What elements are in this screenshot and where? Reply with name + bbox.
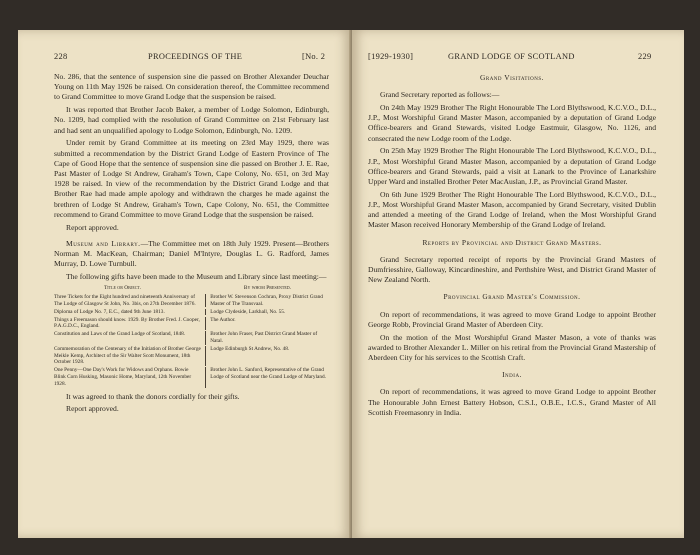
- paragraph: No. 286, that the sentence of suspension sine die passed on Brother Alexander Deuchar Young on 11th May 1926 be raised. On consideration thereof, the Committee recommend to Grand Committee to move Grand Lodge that the suspension be raised.: [54, 72, 329, 102]
- page-number-right: 229: [638, 52, 652, 61]
- gift-row: [54, 367, 329, 387]
- heading-india: India.: [502, 370, 522, 380]
- heading-reports: Reports by Provincial and District Grand Masters.: [422, 237, 602, 247]
- right-page: [352, 30, 684, 538]
- thanks-text: It was agreed to thank the donors cordially for their gifts.: [66, 391, 240, 401]
- visitation-paragraph: On 25th May 1929 Brother The Right Honourable The Lord Blythswood, K.C.V.O., D.L., J.P., Most Worshipful Grand Master Mason, accompanied by a deputation of Grand Lodge Office-bearers and Grand Stewards, paid a visit at Lanark to the Province of Lanarkshire Upper Ward and installed Brother Peter MacAuslan, J.P., as Provincial Grand Master.: [368, 146, 656, 187]
- gifts-intro: The following gifts have been made to the Museum and Library since last meeting:—: [66, 272, 327, 282]
- gift-donor: Lodge Edinburgh St Andrew, No. 48.: [205, 346, 329, 366]
- gift-donor: Brother W. Stevenson Cochran, Proxy District Grand Master of The Transvaal.: [205, 294, 329, 307]
- gift-object: Three Tickets for the Eight hundred and nineteenth Anniversary of The Lodge of Glasgow St John, No. 3bis, on 27th December 1876.: [54, 293, 196, 307]
- gift-object: One Penny—One Day's Work for Widows and Orphans. Bowie Blink Corn Husking, Masonic Home, Maryland, 12th November 1928.: [54, 367, 192, 387]
- gifts-header-by: By whom Presented.: [243, 285, 291, 292]
- gift-object: Things a Freemason should know. 1929. By Brother Fred. J. Cooper, P.A.G.D.C., England.: [54, 316, 200, 330]
- running-title-left: PROCEEDINGS OF THE: [148, 52, 243, 61]
- heading-grand-visitations: Grand Visitations.: [480, 73, 544, 82]
- page-number-left: 228: [54, 52, 68, 61]
- bracket-number: [No. 2: [302, 52, 326, 61]
- heading-commission: Provincial Grand Master's Commission.: [443, 292, 581, 302]
- left-page: [18, 30, 351, 538]
- gift-row: [54, 317, 329, 330]
- gift-object: Constitution and Laws of the Grand Lodge of Scotland, 1848.: [54, 331, 186, 338]
- date-range: [1929-1930]: [368, 52, 414, 61]
- gift-donor: The Author.: [205, 317, 329, 330]
- commission-paragraph: On report of recommendations, it was agreed to move Grand Lodge to appoint Brother George Robb, Provincial Grand Master of Aberdeen City.: [368, 309, 656, 329]
- museum-heading: Museum and Library.: [66, 238, 141, 248]
- gift-row: [54, 309, 329, 316]
- report-approved: Report approved.: [66, 222, 119, 232]
- right-column: [368, 72, 656, 421]
- museum-paragraph: [54, 239, 329, 270]
- gifts-header: [54, 285, 329, 292]
- gift-object: Commemoration of the Centenary of the Initiation of Brother George Meikle Kemp, Architect of the Sir Walter Scott Monument, 18th October 1928.: [54, 346, 201, 366]
- gift-donor: Lodge Clydeside, Larkhall, No. 55.: [205, 309, 329, 316]
- gifts-header-object: Title or Object.: [104, 285, 142, 292]
- paragraph: It was reported that Brother Jacob Baker, a member of Lodge Solomon, Edinburgh, No. 1209, had complied with the resolution of Grand Committee on 21st February last and had sent an unqualified apology to Lodge Solomon, Edinburgh, No. 1209.: [54, 105, 329, 135]
- gifts-table: [54, 285, 329, 387]
- museum-text: —The Committee met on 18th July 1929. Present—Brothers Norman M. MacKean, Chairman; Daniel M'Intyre, Douglas L. G. Radford, James Murray, D. Lowe Turnbull.: [54, 238, 329, 269]
- visitation-paragraph: On 24th May 1929 Brother The Right Honourable The Lord Blythswood, K.C.V.O., D.L., J.P., Most Worshipful Grand Master Mason, accompanied by a deputation of Grand Lodge Office-bearers and Grand Stewards, visited Lodge Eastmuir, Glasgow, No. 1126, and consecrated the new Lodge room of the Lodge.: [368, 103, 656, 143]
- gift-row: [54, 294, 329, 307]
- india-paragraph: On report of recommendations, it was agreed to move Grand Lodge to appoint Brother The Honourable John Ernest Battery Hobson, C.S.I., O.B.E., I.C.S., Grand Master of All Scottish Freemasonry in India.: [368, 387, 656, 417]
- report-approved: Report approved.: [66, 404, 119, 414]
- visitations-intro: Grand Secretary reported as follows:—: [380, 90, 500, 100]
- gift-donor: Brother John Fraser, Past District Grand Master of Natal.: [205, 331, 329, 344]
- commission-paragraph: On the motion of the Most Worshipful Grand Master Mason, a vote of thanks was awarded to Brother Alexander L. Miller on his retiral from the Provincial Grand Mastership of Aberdeen City for his services to the Scottish Craft.: [368, 332, 656, 363]
- reports-paragraph: Grand Secretary reported receipt of reports by the Provincial Grand Masters of Dumfriesshire, Galloway, Kincardineshire, and Perthshire West, and District Grand Master of New Zealand North.: [368, 254, 656, 285]
- gift-row: [54, 346, 329, 366]
- visitation-paragraph: On 6th June 1929 Brother The Right Honourable The Lord Blythswood, K.C.V.O., D.L., J.P., Most Worshipful Grand Master Mason, accompanied by Grand Secretary, visited Dublin and attended a meeting of the Grand Lodge of Ireland, when the Most Worshipful Grand Master Mason received Honorary Membership of the Grand Lodge of Ireland.: [368, 189, 656, 230]
- left-column: [54, 72, 329, 417]
- running-title-right: GRAND LODGE OF SCOTLAND: [448, 52, 575, 61]
- gift-row: [54, 331, 329, 344]
- gift-donor: Brother John L. Sanford, Representative of the Grand Lodge of Scotland near the Grand Lodge of Maryland.: [205, 367, 329, 387]
- paragraph: Under remit by Grand Committee at its meeting on 23rd May 1929, there was submitted a recommendation by the District Grand Lodge of Eastern Province of The Cape of Good Hope that the sentence of suspension sine die passed on Brother J. E. Rae, Past Master of Lodge St Andrew, Graham's Town, Cape Colony, No. 651, on 3rd May 1928 be raised. In view of the recommendation by the District Grand Lodge and that Brother Rae had made ample apology and withdrawn the charges he made against the brethren of Lodge St Andrew, Graham's Town, Cape Colony, No. 651, the Committee recommend to Grand Committee to move Grand Lodge that the suspension be raised.: [54, 138, 329, 219]
- gift-object: Diploma of Lodge No. 7, E.C., dated 9th June 1813.: [54, 308, 165, 315]
